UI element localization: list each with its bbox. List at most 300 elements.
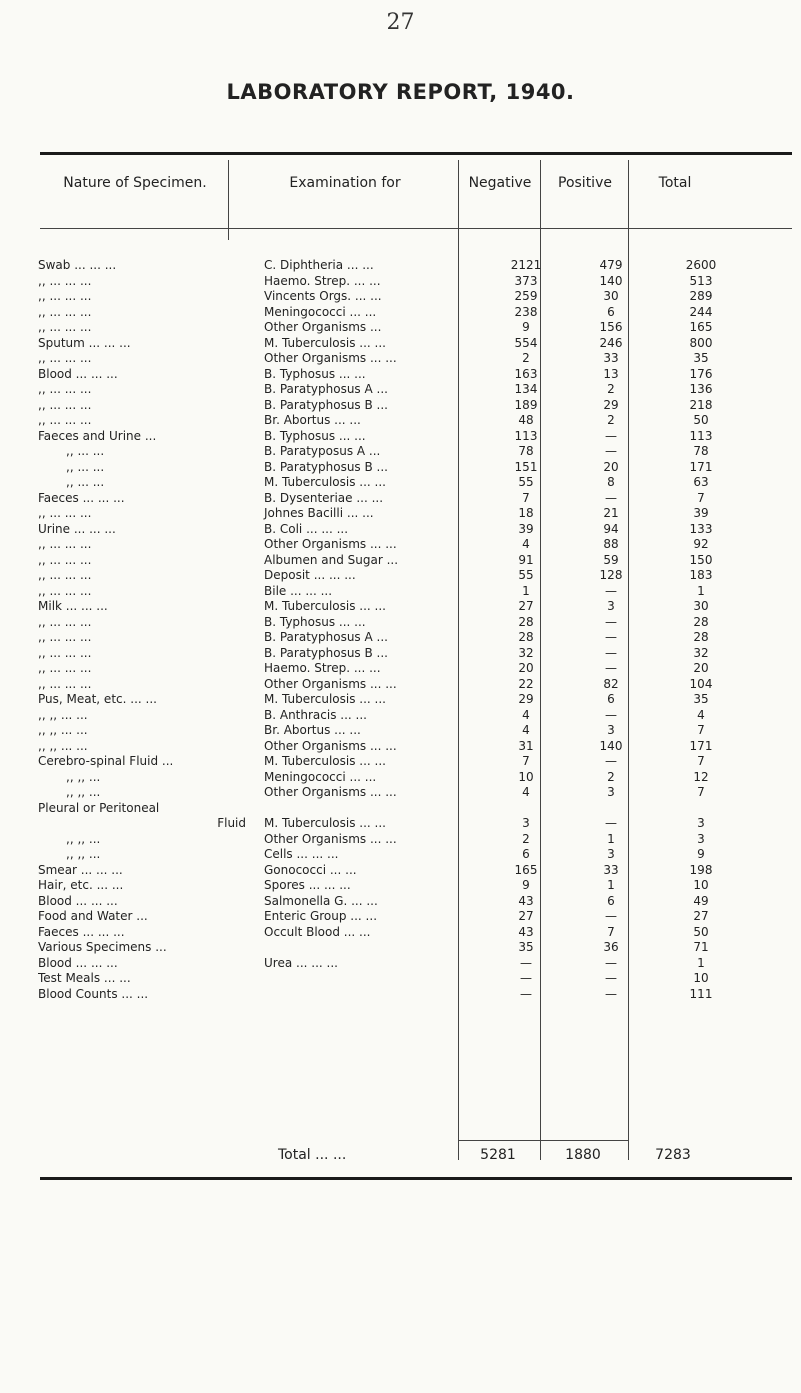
exam-cell xyxy=(256,971,486,987)
negative-cell: 189 xyxy=(514,397,538,412)
specimen-cell: ,, ,, ... xyxy=(66,831,101,846)
table-row xyxy=(38,491,746,507)
specimen-cell: Blood Counts ... ... xyxy=(38,986,149,1001)
specimen-cell: ,, ... ... ... xyxy=(38,552,92,567)
negative-cell: 4 xyxy=(522,785,530,799)
specimen-cell: ,, ... ... ... xyxy=(38,413,92,427)
table-row xyxy=(38,956,746,972)
total-cell: 1 xyxy=(697,955,705,970)
negative-cell: 373 xyxy=(514,273,538,288)
table-row xyxy=(38,801,746,817)
negative-cell: 28 xyxy=(518,614,534,629)
specimen-cell: Blood ... ... ... xyxy=(38,893,118,908)
specimen-cell: ,, ... ... ... xyxy=(38,397,92,412)
exam-cell: Gonococci ... ... xyxy=(264,862,357,877)
positive-cell: 2 xyxy=(607,413,615,427)
specimen-cell: ,, ... ... ... xyxy=(38,351,92,365)
total-cell: 39 xyxy=(693,506,709,520)
specimen-cell: Test Meals ... ... xyxy=(38,971,131,985)
table-row xyxy=(38,351,746,367)
total-positive: 1880 xyxy=(565,1147,601,1163)
negative-cell: 43 xyxy=(518,893,534,908)
total-cell: 10 xyxy=(693,971,709,985)
total-cell: 800 xyxy=(689,335,713,350)
header-specimen: Nature of Specimen. xyxy=(63,175,207,191)
total-negative: 5281 xyxy=(480,1147,516,1163)
positive-cell: — xyxy=(605,909,617,923)
total-total: 7283 xyxy=(655,1147,691,1163)
negative-cell: 31 xyxy=(518,738,534,753)
specimen-cell: ,, ... ... ... xyxy=(38,630,92,644)
exam-cell: Br. Abortus ... ... xyxy=(264,723,361,737)
positive-cell: 479 xyxy=(599,258,623,272)
exam-cell: C. Diphtheria ... ... xyxy=(264,258,374,272)
header-negative: Negative xyxy=(468,175,532,191)
specimen-cell: ,, ... ... ... xyxy=(38,382,92,396)
specimen-cell: Milk ... ... ... xyxy=(38,599,108,613)
positive-cell: 6 xyxy=(607,692,615,706)
negative-cell: 35 xyxy=(518,940,534,954)
negative-cell: 18 xyxy=(518,506,534,520)
specimen-cell: ,, ... ... ... xyxy=(38,537,92,551)
table-row xyxy=(38,289,746,305)
specimen-cell: Pleural or Peritoneal xyxy=(38,800,160,815)
exam-cell: Vincents Orgs. ... ... xyxy=(264,289,382,303)
positive-cell: 21 xyxy=(603,506,619,520)
positive-cell: — xyxy=(605,444,617,458)
specimen-cell: ,, ,, ... xyxy=(66,769,101,784)
specimen-cell: ,, ,, ... ... xyxy=(38,723,88,737)
total-cell: 63 xyxy=(693,475,709,489)
table-row xyxy=(38,584,746,600)
negative-cell: 20 xyxy=(518,661,534,675)
specimen-cell: ,, ... ... xyxy=(66,475,105,489)
table-row xyxy=(38,971,746,987)
exam-cell: Johnes Bacilli ... ... xyxy=(264,506,374,520)
exam-cell: Haemo. Strep. ... ... xyxy=(264,661,381,675)
total-cell: 171 xyxy=(689,459,713,474)
positive-cell: 7 xyxy=(607,924,615,939)
table-row xyxy=(38,925,746,941)
exam-cell: Haemo. Strep. ... ... xyxy=(264,273,381,288)
total-cell: 289 xyxy=(689,289,713,303)
total-cell: 30 xyxy=(693,599,709,613)
negative-cell: 113 xyxy=(514,428,538,443)
specimen-cell: Faeces and Urine ... xyxy=(38,428,157,443)
total-cell: 1 xyxy=(697,583,705,598)
table-row xyxy=(38,537,746,553)
negative-cell: 7 xyxy=(522,490,530,505)
positive-cell: — xyxy=(605,428,617,443)
negative-cell: 163 xyxy=(514,366,538,381)
exam-cell: Br. Abortus ... ... xyxy=(264,413,361,427)
negative-cell: 165 xyxy=(514,862,538,877)
exam-cell: B. Coli ... ... ... xyxy=(264,521,349,536)
positive-cell: 33 xyxy=(603,862,619,877)
specimen-cell: ,, ... ... xyxy=(66,459,105,474)
total-cell: 198 xyxy=(689,862,713,877)
total-cell: 2600 xyxy=(685,258,717,272)
total-cell: 50 xyxy=(693,413,709,427)
total-cell: 176 xyxy=(689,366,713,381)
header-exam: Examination for xyxy=(289,175,401,191)
positive-cell: 3 xyxy=(607,723,615,737)
exam-cell: Other Organisms ... ... xyxy=(264,676,397,691)
negative-cell: 151 xyxy=(514,459,538,474)
positive-cell: — xyxy=(605,971,617,985)
negative-cell: 2 xyxy=(522,831,530,846)
positive-cell: — xyxy=(605,816,617,830)
table-row xyxy=(38,522,746,538)
specimen-cell: Food and Water ... xyxy=(38,909,148,923)
total-cell: 71 xyxy=(693,940,709,954)
exam-cell xyxy=(256,940,486,956)
total-cell: 3 xyxy=(697,831,705,846)
positive-cell: 3 xyxy=(607,785,615,799)
table-row xyxy=(38,770,746,786)
specimen-cell: ,, ... ... ... xyxy=(38,304,92,319)
negative-cell: 27 xyxy=(518,599,534,613)
total-cell: 9 xyxy=(697,847,705,861)
specimen-cell: ,, ... ... ... xyxy=(38,614,92,629)
lab-results-table xyxy=(38,258,746,1002)
exam-cell: Meningococci ... ... xyxy=(264,769,377,784)
positive-cell: 128 xyxy=(599,568,623,582)
total-cell: 3 xyxy=(697,816,705,830)
positive-cell: 8 xyxy=(607,475,615,489)
positive-cell: 20 xyxy=(603,459,619,474)
bottom-rule xyxy=(40,1177,792,1180)
exam-cell xyxy=(256,987,486,1003)
exam-cell: Other Organisms ... ... xyxy=(264,537,397,551)
table-row xyxy=(38,677,746,693)
specimen-cell: Hair, etc. ... ... xyxy=(38,878,124,892)
exam-cell: M. Tuberculosis ... ... xyxy=(264,692,386,706)
positive-cell: 156 xyxy=(599,320,623,334)
exam-cell: Other Organisms ... ... xyxy=(264,785,397,799)
negative-cell: 2 xyxy=(522,351,530,365)
negative-cell: 3 xyxy=(522,816,530,830)
specimen-cell: Blood ... ... ... xyxy=(38,366,118,381)
positive-cell: 1 xyxy=(607,831,615,846)
exam-cell: Meningococci ... ... xyxy=(264,304,377,319)
page-number: 27 xyxy=(386,10,415,35)
positive-cell: — xyxy=(605,630,617,644)
table-row xyxy=(38,785,746,801)
negative-cell: 554 xyxy=(514,335,538,350)
table-row xyxy=(38,336,746,352)
total-cell: 10 xyxy=(693,878,709,892)
table-row xyxy=(38,909,746,925)
exam-cell: Spores ... ... ... xyxy=(264,878,351,892)
table-row xyxy=(38,987,746,1003)
positive-cell xyxy=(566,801,656,817)
exam-cell: B. Paratyphosus B ... xyxy=(264,459,388,474)
table-row xyxy=(38,754,746,770)
negative-cell: 39 xyxy=(518,521,534,536)
table-row xyxy=(38,429,746,445)
exam-cell: Other Organisms ... xyxy=(264,320,382,334)
top-rule xyxy=(40,152,792,155)
table-row xyxy=(38,258,746,274)
positive-cell: 94 xyxy=(603,521,619,536)
total-cell: 49 xyxy=(693,893,709,908)
negative-cell: 22 xyxy=(518,676,534,691)
specimen-cell: Faeces ... ... ... xyxy=(38,490,125,505)
table-row xyxy=(38,444,746,460)
positive-cell: — xyxy=(605,754,617,768)
specimen-cell: ,, ,, ... ... xyxy=(38,707,88,722)
table-row xyxy=(38,894,746,910)
positive-cell: 3 xyxy=(607,599,615,613)
negative-cell: — xyxy=(520,986,532,1001)
negative-cell: 27 xyxy=(518,909,534,923)
table-row xyxy=(38,320,746,336)
negative-cell: 238 xyxy=(514,304,538,319)
positive-cell: 29 xyxy=(603,397,619,412)
total-cell: 7 xyxy=(697,490,705,505)
negative-cell: 1 xyxy=(522,583,530,598)
positive-cell: 2 xyxy=(607,769,615,784)
positive-cell: — xyxy=(605,955,617,970)
total-cell: 165 xyxy=(689,320,713,334)
table-row xyxy=(38,630,746,646)
table-row xyxy=(38,413,746,429)
negative-cell xyxy=(486,801,566,817)
positive-cell: 246 xyxy=(599,335,623,350)
table-row xyxy=(38,367,746,383)
total-cell xyxy=(656,801,746,817)
negative-cell: 259 xyxy=(514,289,538,303)
positive-cell: 13 xyxy=(603,366,619,381)
table-row xyxy=(38,708,746,724)
specimen-cell: ,, ... ... ... xyxy=(38,506,92,520)
positive-cell: 59 xyxy=(603,552,619,567)
exam-cell: B. Paratyphosus A ... xyxy=(264,382,388,396)
positive-cell: 2 xyxy=(607,382,615,396)
table-row xyxy=(38,832,746,848)
total-cell: 136 xyxy=(689,382,713,396)
exam-cell: B. Anthracis ... ... xyxy=(264,707,367,722)
specimen-cell: ,, ... ... ... xyxy=(38,661,92,675)
total-cell: 35 xyxy=(693,692,709,706)
negative-cell: 2121 xyxy=(510,258,542,272)
specimen-cell: ,, ... ... ... xyxy=(38,289,92,303)
specimen-cell: Blood ... ... ... xyxy=(38,955,118,970)
total-cell: 113 xyxy=(689,428,713,443)
report-title: LABORATORY REPORT, 1940. xyxy=(226,80,575,104)
table-row xyxy=(38,661,746,677)
negative-cell: 43 xyxy=(518,924,534,939)
table-row xyxy=(38,723,746,739)
exam-cell: M. Tuberculosis ... ... xyxy=(264,816,386,830)
table-row xyxy=(38,615,746,631)
exam-cell: B. Paratyposus A ... xyxy=(264,444,381,458)
exam-cell: B. Typhosus ... ... xyxy=(264,366,366,381)
table-row xyxy=(38,506,746,522)
specimen-cell: ,, ... ... ... xyxy=(38,320,92,334)
table-row xyxy=(38,398,746,414)
total-cell: 35 xyxy=(693,351,709,365)
specimen-cell: ,, ... ... ... xyxy=(38,583,92,598)
negative-cell: 10 xyxy=(518,769,534,784)
positive-cell: 3 xyxy=(607,847,615,861)
total-cell: 28 xyxy=(693,630,709,644)
table-row xyxy=(38,553,746,569)
positive-cell: 36 xyxy=(603,940,619,954)
total-cell: 7 xyxy=(697,785,705,799)
header-rule xyxy=(40,228,792,229)
negative-cell: 4 xyxy=(522,537,530,551)
specimen-cell: Various Specimens ... xyxy=(38,940,167,954)
exam-cell: B. Paratyphosus A ... xyxy=(264,630,388,644)
table-row xyxy=(38,599,746,615)
positive-cell: — xyxy=(605,583,617,598)
exam-cell: Other Organisms ... ... xyxy=(264,351,397,365)
positive-cell: — xyxy=(605,707,617,722)
negative-cell: — xyxy=(520,955,532,970)
total-cell: 183 xyxy=(689,568,713,582)
exam-cell: B. Dysenteriae ... ... xyxy=(264,490,384,505)
table-row xyxy=(38,739,746,755)
exam-cell: Deposit ... ... ... xyxy=(264,568,356,582)
positive-cell: 30 xyxy=(603,289,619,303)
specimen-cell: Cerebro-spinal Fluid ... xyxy=(38,754,174,768)
table-row xyxy=(38,382,746,398)
total-cell: 7 xyxy=(697,723,705,737)
table-row xyxy=(38,692,746,708)
header-total: Total xyxy=(658,175,692,191)
total-label: Total ... ... xyxy=(278,1147,347,1163)
negative-cell: 7 xyxy=(522,754,530,768)
negative-cell: 6 xyxy=(522,847,530,861)
exam-cell: B. Paratyphosus B ... xyxy=(264,645,388,660)
table-row xyxy=(38,646,746,662)
total-cell: 104 xyxy=(689,676,713,691)
negative-cell: 9 xyxy=(522,878,530,892)
exam-cell: B. Paratyphosus B ... xyxy=(264,397,388,412)
exam-cell: M. Tuberculosis ... ... xyxy=(264,754,386,768)
specimen-cell: ,, ... ... ... xyxy=(38,273,92,288)
positive-cell: 82 xyxy=(603,676,619,691)
exam-cell: Occult Blood ... ... xyxy=(264,924,371,939)
exam-cell: M. Tuberculosis ... ... xyxy=(264,599,386,613)
exam-cell: B. Typhosus ... ... xyxy=(264,614,366,629)
positive-cell: — xyxy=(605,490,617,505)
positive-cell: 88 xyxy=(603,537,619,551)
specimen-cell: Swab ... ... ... xyxy=(38,258,117,272)
exam-cell: Bile ... ... ... xyxy=(264,583,333,598)
positive-cell: 33 xyxy=(603,351,619,365)
total-cell: 20 xyxy=(693,661,709,675)
negative-cell: 55 xyxy=(518,475,534,489)
negative-cell: 28 xyxy=(518,630,534,644)
exam-cell: Cells ... ... ... xyxy=(264,847,339,861)
table-row xyxy=(38,305,746,321)
specimen-cell: ,, ,, ... xyxy=(66,785,101,799)
negative-cell: 4 xyxy=(522,723,530,737)
total-cell: 150 xyxy=(689,552,713,567)
exam-cell: Other Organisms ... ... xyxy=(264,831,397,846)
total-cell: 244 xyxy=(689,304,713,319)
exam-cell xyxy=(256,801,486,817)
specimen-cell: Fluid xyxy=(217,816,246,830)
exam-cell: M. Tuberculosis ... ... xyxy=(264,475,386,489)
total-cell: 133 xyxy=(689,521,713,536)
total-cell: 4 xyxy=(697,707,705,722)
table-header xyxy=(40,165,792,225)
negative-cell: 29 xyxy=(518,692,534,706)
specimen-cell: Sputum ... ... ... xyxy=(38,335,131,350)
positive-cell: 140 xyxy=(599,738,623,753)
positive-cell: — xyxy=(605,645,617,660)
table-row xyxy=(38,568,746,584)
table-row xyxy=(38,816,746,832)
total-cell: 218 xyxy=(689,397,713,412)
total-cell: 78 xyxy=(693,444,709,458)
specimen-cell: Urine ... ... ... xyxy=(38,521,116,536)
negative-cell: 32 xyxy=(518,645,534,660)
table-row xyxy=(38,847,746,863)
negative-cell: — xyxy=(520,971,532,985)
negative-cell: 9 xyxy=(522,320,530,334)
header-positive: Positive xyxy=(558,175,612,191)
exam-cell: Urea ... ... ... xyxy=(264,955,338,970)
specimen-cell: ,, ,, ... ... xyxy=(38,738,88,753)
total-cell: 12 xyxy=(693,769,709,784)
negative-cell: 134 xyxy=(514,382,538,396)
total-cell: 50 xyxy=(693,924,709,939)
specimen-cell: ,, ... ... ... xyxy=(38,645,92,660)
exam-cell: B. Typhosus ... ... xyxy=(264,428,366,443)
exam-cell: M. Tuberculosis ... ... xyxy=(264,335,386,350)
table-row xyxy=(38,274,746,290)
total-cell: 28 xyxy=(693,614,709,629)
specimen-cell: Faeces ... ... ... xyxy=(38,924,125,939)
negative-cell: 91 xyxy=(518,552,534,567)
specimen-cell: ,, ,, ... xyxy=(66,847,101,861)
positive-cell: — xyxy=(605,661,617,675)
total-cell: 27 xyxy=(693,909,709,923)
specimen-cell: ,, ... ... ... xyxy=(38,676,92,691)
specimen-cell: Pus, Meat, etc. ... ... xyxy=(38,692,157,706)
negative-cell: 48 xyxy=(518,413,534,427)
total-cell: 513 xyxy=(689,273,713,288)
positive-cell: 140 xyxy=(599,273,623,288)
total-cell: 111 xyxy=(689,986,713,1001)
negative-cell: 55 xyxy=(518,568,534,582)
negative-cell: 4 xyxy=(522,707,530,722)
positive-cell: 6 xyxy=(607,304,615,319)
specimen-cell: ,, ... ... xyxy=(66,444,105,458)
exam-cell: Salmonella G. ... ... xyxy=(264,893,378,908)
table-row xyxy=(38,940,746,956)
positive-cell: 1 xyxy=(607,878,615,892)
exam-cell: Enteric Group ... ... xyxy=(264,909,378,923)
total-cell: 171 xyxy=(689,738,713,753)
table-row xyxy=(38,878,746,894)
positive-cell: 6 xyxy=(607,893,615,908)
table-row xyxy=(38,863,746,879)
specimen-cell: Smear ... ... ... xyxy=(38,862,123,877)
table-row xyxy=(38,475,746,491)
exam-cell: Albumen and Sugar ... xyxy=(264,552,399,567)
total-cell: 92 xyxy=(693,537,709,551)
positive-cell: — xyxy=(605,986,617,1001)
table-row xyxy=(38,460,746,476)
total-rule xyxy=(458,1140,628,1141)
specimen-cell: ,, ... ... ... xyxy=(38,568,92,582)
